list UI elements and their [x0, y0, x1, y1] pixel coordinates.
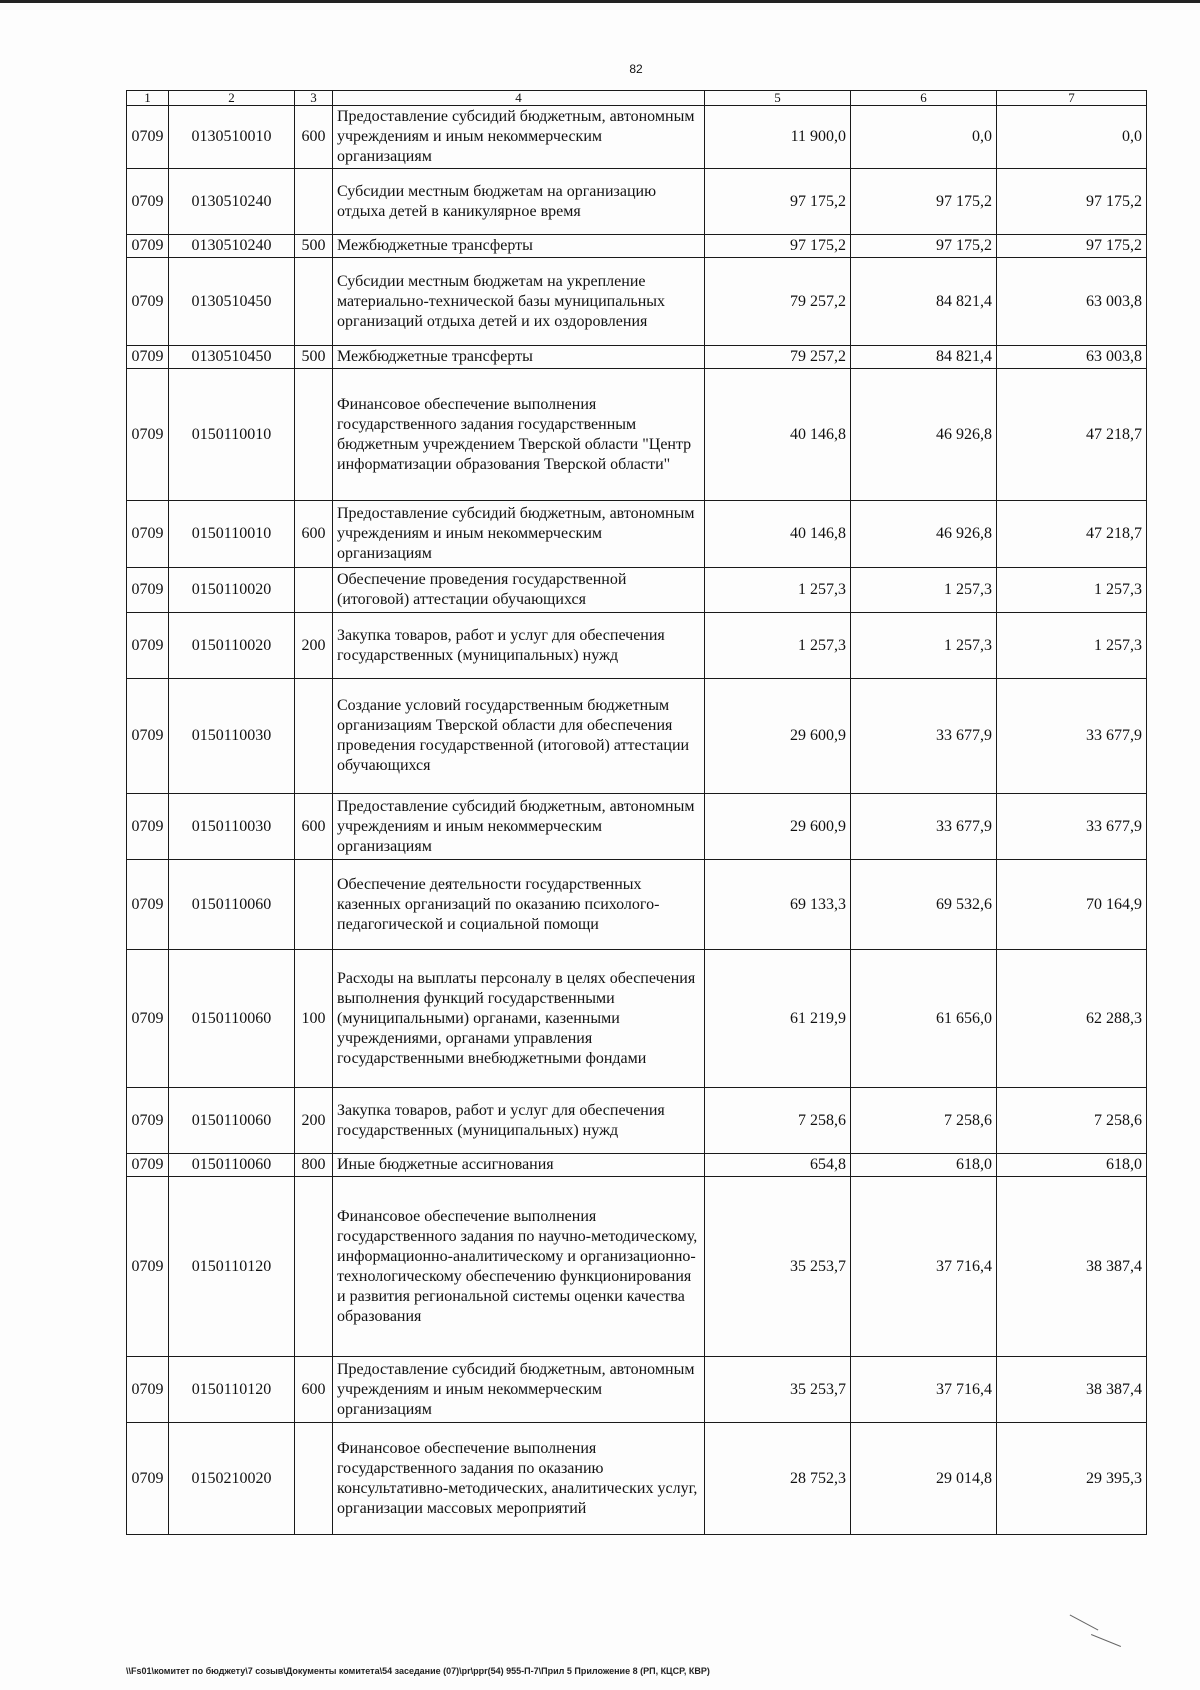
scan-mark: [1070, 1615, 1099, 1631]
cell-value-7: 29 395,3: [997, 1423, 1147, 1535]
cell-value-6: 97 175,2: [851, 169, 997, 235]
cell-value-7: 47 218,7: [997, 501, 1147, 568]
header-col-4: 4: [333, 91, 705, 106]
cell-expense-type: 100: [295, 950, 333, 1088]
cell-name: Создание условий государственным бюджетным организациям Тверской области для обеспечения проведения государственной (итоговой) аттестации обучающихся: [333, 679, 705, 794]
table-row: [127, 1154, 1147, 1177]
cell-expense-type: [295, 860, 333, 950]
cell-section: 0709: [127, 860, 169, 950]
cell-name: Расходы на выплаты персоналу в целях обеспечения выполнения функций государственными (муниципальными) органами, казенными учреждениями, органами управления государственными внебюджетными фондами: [333, 950, 705, 1088]
cell-expense-type: 600: [295, 1357, 333, 1423]
scan-mark: [1091, 1634, 1121, 1647]
cell-name: Субсидии местным бюджетам на организацию отдыха детей в каникулярное время: [333, 169, 705, 235]
cell-expense-type: [295, 1423, 333, 1535]
cell-section: 0709: [127, 106, 169, 169]
table-row: [127, 235, 1147, 258]
cell-name: Обеспечение проведения государственной (итоговой) аттестации обучающихся: [333, 568, 705, 613]
page-number: 82: [629, 62, 643, 76]
cell-section: 0709: [127, 369, 169, 501]
cell-value-5: 1 257,3: [705, 568, 851, 613]
cell-value-7: 62 288,3: [997, 950, 1147, 1088]
cell-value-6: 29 014,8: [851, 1423, 997, 1535]
cell-expense-type: 600: [295, 794, 333, 860]
cell-value-6: 84 821,4: [851, 258, 997, 346]
table-row: [127, 369, 1147, 501]
cell-value-5: 97 175,2: [705, 235, 851, 258]
cell-target-code: 0150110060: [169, 1088, 295, 1154]
cell-name: Предоставление субсидий бюджетным, автономным учреждениям и иным некоммерческим организациям: [333, 106, 705, 169]
table-row: [127, 169, 1147, 235]
table-row: [127, 1357, 1147, 1423]
cell-value-5: 69 133,3: [705, 860, 851, 950]
cell-value-5: 35 253,7: [705, 1357, 851, 1423]
cell-value-5: 97 175,2: [705, 169, 851, 235]
table-header-row: [127, 91, 1147, 106]
table-row: [127, 106, 1147, 169]
table-row: [127, 258, 1147, 346]
cell-value-7: 63 003,8: [997, 258, 1147, 346]
cell-value-7: 1 257,3: [997, 613, 1147, 679]
cell-section: 0709: [127, 258, 169, 346]
cell-expense-type: 600: [295, 106, 333, 169]
cell-value-6: 69 532,6: [851, 860, 997, 950]
table-row: [127, 568, 1147, 613]
cell-target-code: 0150110020: [169, 613, 295, 679]
cell-value-6: 37 716,4: [851, 1177, 997, 1357]
table-row: [127, 501, 1147, 568]
cell-value-6: 46 926,8: [851, 501, 997, 568]
table-row: [127, 860, 1147, 950]
cell-value-5: 79 257,2: [705, 258, 851, 346]
cell-target-code: 0150110060: [169, 860, 295, 950]
cell-value-5: 29 600,9: [705, 679, 851, 794]
cell-expense-type: [295, 568, 333, 613]
cell-section: 0709: [127, 169, 169, 235]
cell-name: Финансовое обеспечение выполнения государственного задания по научно-методическому, информационно-аналитическому и организационно-технологическому обеспечению функционирования и развития региональной системы оценки качества образования: [333, 1177, 705, 1357]
cell-target-code: 0150110020: [169, 568, 295, 613]
cell-value-6: 97 175,2: [851, 235, 997, 258]
cell-expense-type: 600: [295, 501, 333, 568]
table-row: [127, 950, 1147, 1088]
cell-target-code: 0150110060: [169, 1154, 295, 1177]
cell-target-code: 0150110030: [169, 679, 295, 794]
cell-section: 0709: [127, 1088, 169, 1154]
cell-value-6: 37 716,4: [851, 1357, 997, 1423]
cell-target-code: 0130510450: [169, 346, 295, 369]
cell-name: Межбюджетные трансферты: [333, 346, 705, 369]
cell-expense-type: [295, 1177, 333, 1357]
cell-value-7: 97 175,2: [997, 235, 1147, 258]
cell-value-7: 47 218,7: [997, 369, 1147, 501]
cell-expense-type: 500: [295, 346, 333, 369]
cell-value-6: 0,0: [851, 106, 997, 169]
cell-expense-type: 800: [295, 1154, 333, 1177]
table-row: [127, 1423, 1147, 1535]
table-row: [127, 1088, 1147, 1154]
table-row: [127, 613, 1147, 679]
table-row: [127, 1177, 1147, 1357]
table-row: [127, 679, 1147, 794]
cell-value-7: 0,0: [997, 106, 1147, 169]
cell-expense-type: 500: [295, 235, 333, 258]
cell-value-6: 7 258,6: [851, 1088, 997, 1154]
cell-target-code: 0150110120: [169, 1357, 295, 1423]
cell-expense-type: [295, 369, 333, 501]
cell-name: Предоставление субсидий бюджетным, автономным учреждениям и иным некоммерческим организациям: [333, 1357, 705, 1423]
cell-value-6: 33 677,9: [851, 794, 997, 860]
footer-file-path: \\Fs01\комитет по бюджету\7 созыв\Документы комитета\54 заседание (07)\pr\ppr(54) 955-П-7\Прил 5 Приложение 8 (РП, КЦСР, КВР): [126, 1666, 710, 1676]
cell-expense-type: 200: [295, 1088, 333, 1154]
cell-section: 0709: [127, 1154, 169, 1177]
cell-section: 0709: [127, 235, 169, 258]
cell-value-7: 1 257,3: [997, 568, 1147, 613]
cell-value-5: 654,8: [705, 1154, 851, 1177]
cell-section: 0709: [127, 568, 169, 613]
cell-name: Субсидии местным бюджетам на укрепление материально-технической базы муниципальных организаций отдыха детей и их оздоровления: [333, 258, 705, 346]
cell-value-6: 1 257,3: [851, 613, 997, 679]
cell-target-code: 0150110030: [169, 794, 295, 860]
table-row: [127, 794, 1147, 860]
cell-section: 0709: [127, 794, 169, 860]
cell-value-7: 33 677,9: [997, 794, 1147, 860]
cell-expense-type: [295, 679, 333, 794]
cell-section: 0709: [127, 501, 169, 568]
cell-section: 0709: [127, 950, 169, 1088]
header-col-1: 1: [127, 91, 169, 106]
cell-value-6: 618,0: [851, 1154, 997, 1177]
cell-name: Предоставление субсидий бюджетным, автономным учреждениям и иным некоммерческим организациям: [333, 794, 705, 860]
cell-section: 0709: [127, 1177, 169, 1357]
cell-name: Межбюджетные трансферты: [333, 235, 705, 258]
cell-value-7: 618,0: [997, 1154, 1147, 1177]
cell-value-7: 7 258,6: [997, 1088, 1147, 1154]
cell-name: Финансовое обеспечение выполнения государственного задания по оказанию консультативно-методических, аналитических услуг, организации массовых мероприятий: [333, 1423, 705, 1535]
cell-name: Иные бюджетные ассигнования: [333, 1154, 705, 1177]
cell-section: 0709: [127, 1357, 169, 1423]
cell-value-6: 1 257,3: [851, 568, 997, 613]
header-col-6: 6: [851, 91, 997, 106]
cell-value-5: 1 257,3: [705, 613, 851, 679]
cell-expense-type: [295, 258, 333, 346]
cell-target-code: 0150110120: [169, 1177, 295, 1357]
cell-value-7: 38 387,4: [997, 1177, 1147, 1357]
cell-target-code: 0130510240: [169, 169, 295, 235]
cell-target-code: 0130510240: [169, 235, 295, 258]
cell-value-5: 28 752,3: [705, 1423, 851, 1535]
cell-value-6: 61 656,0: [851, 950, 997, 1088]
cell-name: Обеспечение деятельности государственных казенных организаций по оказанию психолого-педагогической и социальной помощи: [333, 860, 705, 950]
cell-section: 0709: [127, 613, 169, 679]
cell-value-5: 11 900,0: [705, 106, 851, 169]
header-col-3: 3: [295, 91, 333, 106]
cell-name: Предоставление субсидий бюджетным, автономным учреждениям и иным некоммерческим организациям: [333, 501, 705, 568]
cell-value-5: 40 146,8: [705, 501, 851, 568]
cell-section: 0709: [127, 1423, 169, 1535]
cell-expense-type: [295, 169, 333, 235]
cell-value-6: 46 926,8: [851, 369, 997, 501]
cell-target-code: 0130510450: [169, 258, 295, 346]
cell-value-6: 33 677,9: [851, 679, 997, 794]
cell-value-7: 97 175,2: [997, 169, 1147, 235]
budget-table: [126, 90, 1147, 1535]
cell-value-7: 33 677,9: [997, 679, 1147, 794]
cell-section: 0709: [127, 346, 169, 369]
cell-target-code: 0150110060: [169, 950, 295, 1088]
cell-name: Закупка товаров, работ и услуг для обеспечения государственных (муниципальных) нужд: [333, 1088, 705, 1154]
table-row: [127, 346, 1147, 369]
header-col-2: 2: [169, 91, 295, 106]
cell-expense-type: 200: [295, 613, 333, 679]
cell-target-code: 0130510010: [169, 106, 295, 169]
cell-value-7: 70 164,9: [997, 860, 1147, 950]
cell-target-code: 0150110010: [169, 501, 295, 568]
cell-target-code: 0150210020: [169, 1423, 295, 1535]
cell-value-5: 35 253,7: [705, 1177, 851, 1357]
page-top-border: [0, 0, 1200, 3]
header-col-7: 7: [997, 91, 1147, 106]
cell-value-5: 7 258,6: [705, 1088, 851, 1154]
cell-value-5: 79 257,2: [705, 346, 851, 369]
cell-name: Закупка товаров, работ и услуг для обеспечения государственных (муниципальных) нужд: [333, 613, 705, 679]
cell-value-5: 29 600,9: [705, 794, 851, 860]
cell-value-7: 63 003,8: [997, 346, 1147, 369]
cell-value-5: 40 146,8: [705, 369, 851, 501]
cell-value-6: 84 821,4: [851, 346, 997, 369]
cell-target-code: 0150110010: [169, 369, 295, 501]
cell-value-5: 61 219,9: [705, 950, 851, 1088]
header-col-5: 5: [705, 91, 851, 106]
cell-name: Финансовое обеспечение выполнения государственного задания государственным бюджетным учреждением Тверской области "Центр информатизации образования Тверской области": [333, 369, 705, 501]
cell-section: 0709: [127, 679, 169, 794]
cell-value-7: 38 387,4: [997, 1357, 1147, 1423]
